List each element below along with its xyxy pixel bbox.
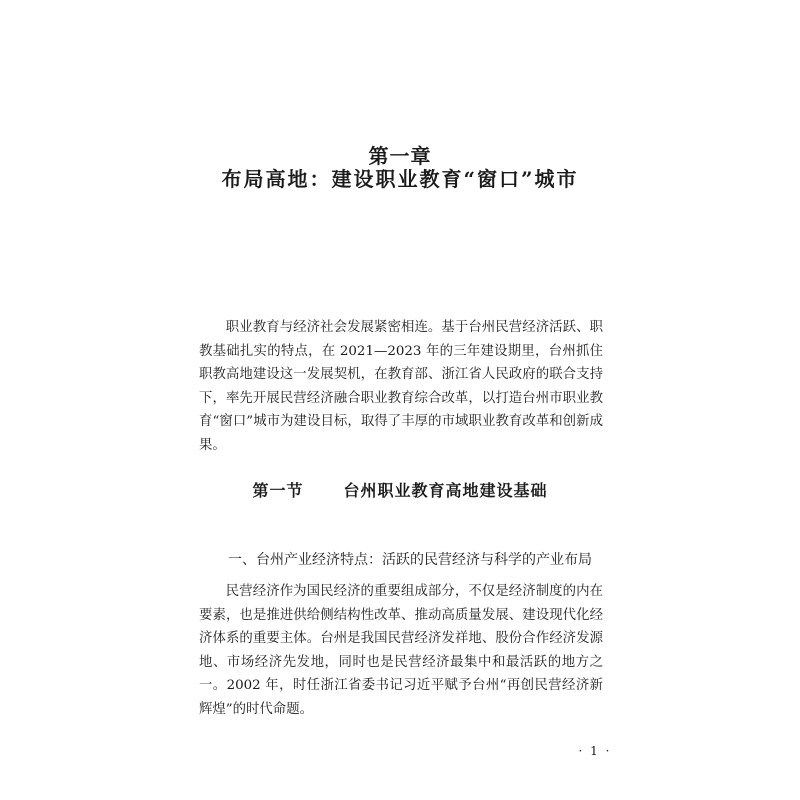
page-number: · 1 · [578, 744, 612, 758]
chapter-number: 第一章 [368, 144, 432, 168]
subsection-heading: 一、台州产业经济特点：活跃的民营经济与科学的产业布局 [228, 552, 592, 568]
section-title: 台州职业教育高地建设基础 [343, 481, 548, 500]
section-number: 第一节 [252, 481, 304, 500]
section-heading [0, 478, 800, 501]
body-paragraph: 民营经济作为国民经济的重要组成部分，不仅是经济制度的内在要素，也是推进供给侧结构性改革、推动高质量发展、建设现代化经济体系的重要主体。台州是我国民营经济发祥地、股份合作经济发源地、市场经济先发地，同时也是民营经济最集中和最活跃的地方之一。2002 年，时任浙江省委书记习近平赋予台州“再创民营经济新辉煌”的时代命题。 [199, 584, 603, 717]
chapter-intro-paragraph: 职业教育与经济社会发展紧密相连。基于台州民营经济活跃、职教基础扎实的特点，在 2021—2023 年的三年建设期里，台州抓住职教高地建设这一发展契机，在教育部、浙江省人民政府的联合支持下，率先开展民营经济融合职业教育综合改革，以打造台州市职业教育“窗口”城市为建设目标，取得了丰厚的市域职业教育改革和创新成果。 [199, 320, 603, 453]
chapter-title: 布局高地：建设职业教育“窗口”城市 [221, 167, 579, 191]
